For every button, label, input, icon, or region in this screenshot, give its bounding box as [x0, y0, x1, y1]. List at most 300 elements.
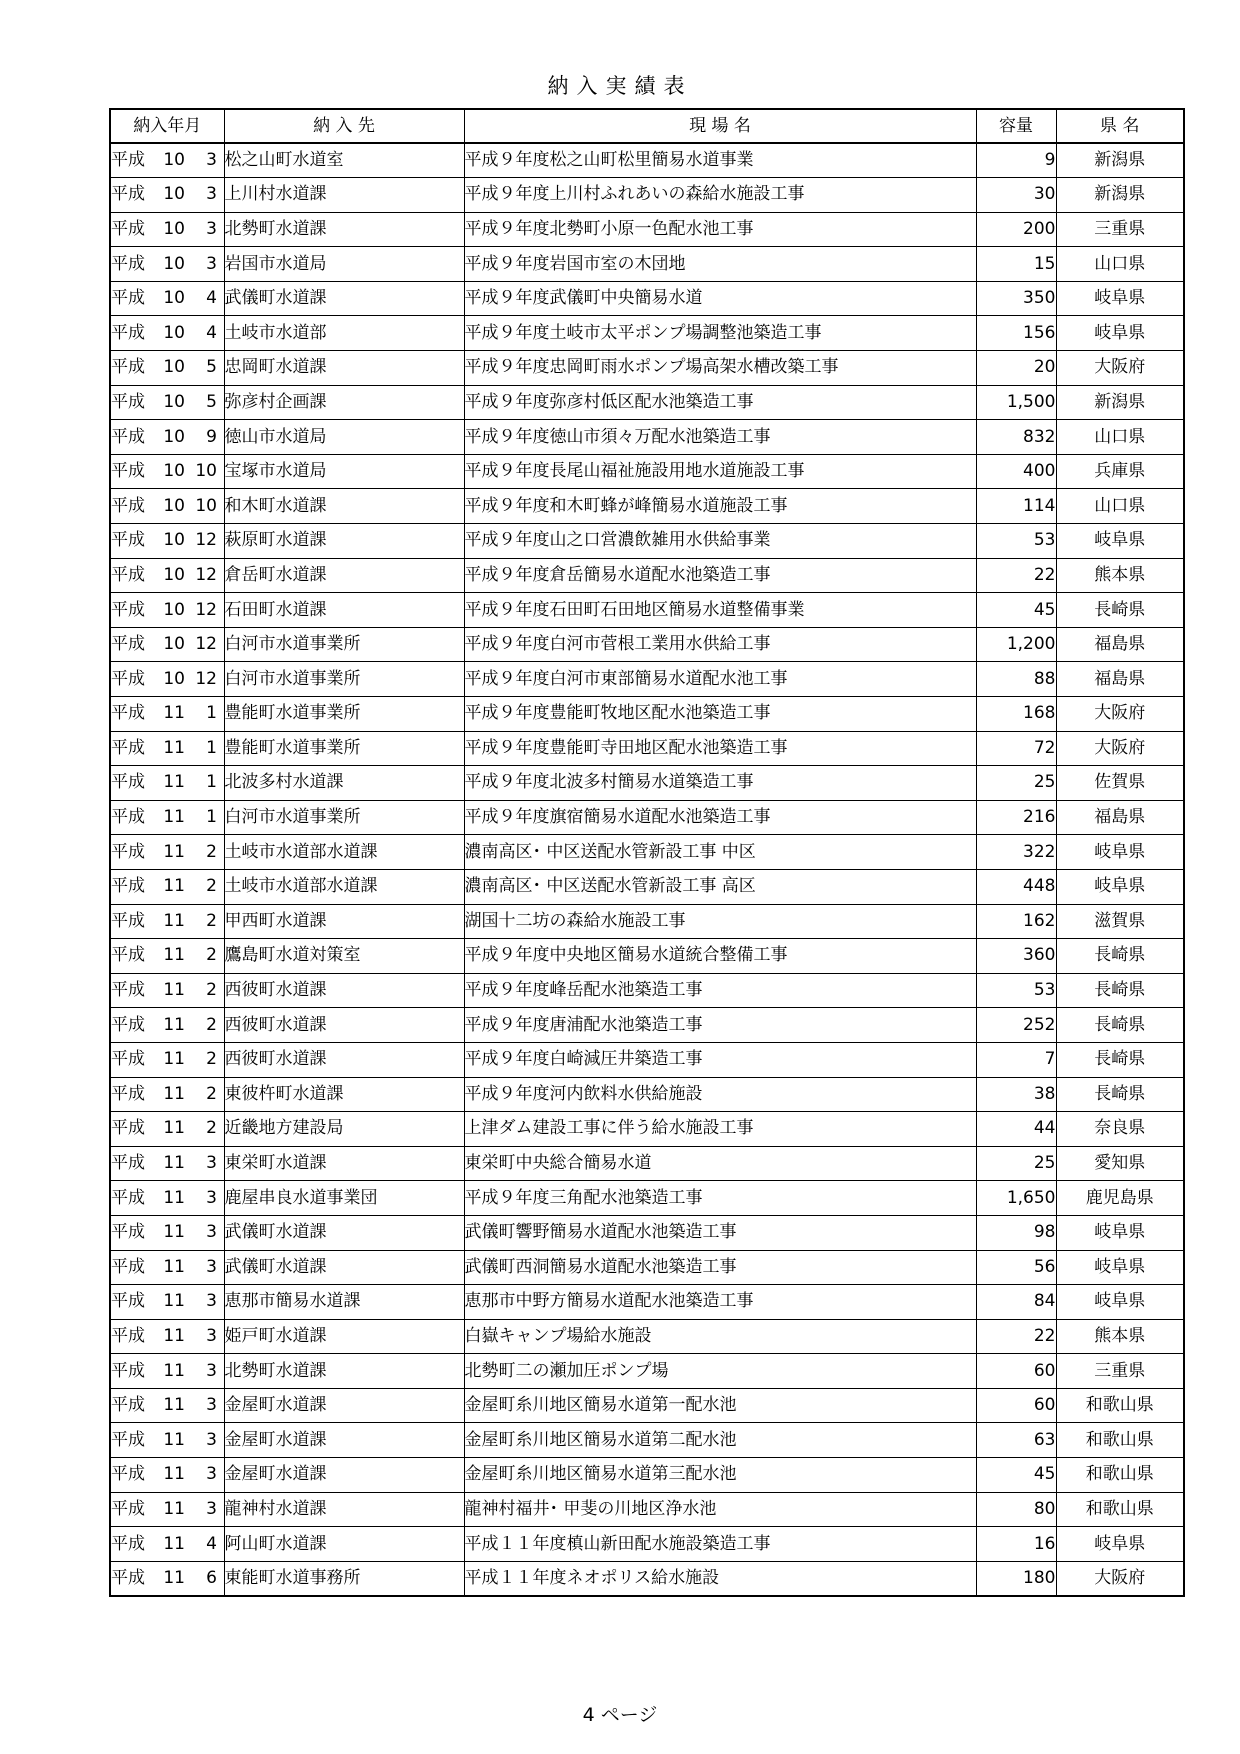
cell-client: 金屋町水道課	[224, 1388, 464, 1423]
date-year: 11	[163, 1325, 185, 1346]
date-month: 3	[206, 184, 217, 205]
date-year: 11	[163, 703, 185, 724]
table-row	[110, 766, 1184, 801]
cell-client: 東栄町水道課	[224, 1146, 464, 1181]
date-year: 11	[163, 1567, 185, 1588]
date-era: 平成	[111, 772, 145, 793]
cell-site: 平成９年度上川村ふれあいの森給水施設工事	[464, 178, 976, 213]
date-era: 平成	[111, 1014, 145, 1035]
cell-capacity: 322	[976, 835, 1056, 870]
cell-prefecture: 大阪府	[1056, 697, 1184, 732]
date-era: 平成	[111, 668, 145, 689]
cell-client: 金屋町水道課	[224, 1458, 464, 1493]
date-year: 11	[163, 1014, 185, 1035]
cell-capacity: 16	[976, 1527, 1056, 1562]
cell-prefecture: 福島県	[1056, 800, 1184, 835]
date-year: 11	[163, 1153, 185, 1174]
cell-date	[110, 281, 224, 316]
cell-date	[110, 1423, 224, 1458]
cell-capacity: 200	[976, 212, 1056, 247]
cell-capacity: 162	[976, 904, 1056, 939]
date-era: 平成	[111, 841, 145, 862]
cell-date	[110, 558, 224, 593]
cell-date	[110, 869, 224, 904]
date-month: 3	[206, 1222, 217, 1243]
cell-client: 龍神村水道課	[224, 1492, 464, 1527]
date-year: 10	[163, 564, 185, 585]
date-year: 11	[163, 1187, 185, 1208]
cell-site: 湖国十二坊の森給水施設工事	[464, 904, 976, 939]
date-year: 10	[163, 461, 185, 482]
cell-date	[110, 904, 224, 939]
cell-site: 平成９年度岩国市室の木団地	[464, 247, 976, 282]
date-month: 3	[206, 1153, 217, 1174]
cell-capacity: 25	[976, 1146, 1056, 1181]
cell-client: 豊能町水道事業所	[224, 697, 464, 732]
cell-capacity: 1,650	[976, 1181, 1056, 1216]
cell-capacity: 38	[976, 1077, 1056, 1112]
date-year: 10	[163, 634, 185, 655]
cell-client: 萩原町水道課	[224, 524, 464, 559]
cell-date	[110, 697, 224, 732]
cell-prefecture: 大阪府	[1056, 731, 1184, 766]
cell-capacity: 60	[976, 1388, 1056, 1423]
cell-site: 武儀町響野簡易水道配水池築造工事	[464, 1215, 976, 1250]
table-row	[110, 351, 1184, 386]
date-year: 10	[163, 426, 185, 447]
cell-capacity: 25	[976, 766, 1056, 801]
cell-capacity: 30	[976, 178, 1056, 213]
date-era: 平成	[111, 910, 145, 931]
date-era: 平成	[111, 1395, 145, 1416]
cell-capacity: 448	[976, 869, 1056, 904]
date-month: 2	[206, 910, 217, 931]
cell-site: 平成９年度徳山市須々万配水池築造工事	[464, 420, 976, 455]
cell-client: 東彼杵町水道課	[224, 1077, 464, 1112]
cell-site: 金屋町糸川地区簡易水道第三配水池	[464, 1458, 976, 1493]
date-year: 10	[163, 668, 185, 689]
header-prefecture: 県 名	[1056, 109, 1184, 143]
date-month: 1	[206, 703, 217, 724]
cell-date	[110, 247, 224, 282]
page-title: 納入実績表	[547, 74, 693, 98]
table-row	[110, 731, 1184, 766]
cell-site: 平成９年度石田町石田地区簡易水道整備事業	[464, 593, 976, 628]
cell-capacity: 44	[976, 1112, 1056, 1147]
date-year: 10	[163, 599, 185, 620]
cell-date	[110, 178, 224, 213]
date-month: 4	[206, 288, 217, 309]
date-year: 10	[163, 357, 185, 378]
cell-date	[110, 939, 224, 974]
cell-capacity: 180	[976, 1561, 1056, 1596]
table-row	[110, 385, 1184, 420]
cell-prefecture: 三重県	[1056, 212, 1184, 247]
cell-prefecture: 和歌山県	[1056, 1423, 1184, 1458]
date-year: 11	[163, 1083, 185, 1104]
date-era: 平成	[111, 150, 145, 171]
cell-client: 岩国市水道局	[224, 247, 464, 282]
cell-date	[110, 1215, 224, 1250]
date-era: 平成	[111, 357, 145, 378]
cell-client: 土岐市水道部水道課	[224, 869, 464, 904]
cell-capacity: 7	[976, 1042, 1056, 1077]
table-row	[110, 1354, 1184, 1389]
table-row	[110, 1215, 1184, 1250]
cell-date	[110, 1492, 224, 1527]
header-date: 納入年月	[110, 109, 224, 143]
cell-client: 宝塚市水道局	[224, 454, 464, 489]
cell-site: 上津ダム建設工事に伴う給水施設工事	[464, 1112, 976, 1147]
cell-capacity: 63	[976, 1423, 1056, 1458]
cell-prefecture: 福島県	[1056, 662, 1184, 697]
table-row	[110, 1250, 1184, 1285]
date-month: 2	[206, 1083, 217, 1104]
date-year: 11	[163, 1533, 185, 1554]
date-month: 3	[206, 1325, 217, 1346]
cell-site: 平成１１年度ネオポリス給水施設	[464, 1561, 976, 1596]
date-year: 11	[163, 807, 185, 828]
date-month: 5	[206, 391, 217, 412]
date-era: 平成	[111, 1360, 145, 1381]
cell-date	[110, 524, 224, 559]
table-row	[110, 143, 1184, 178]
cell-site: 恵那市中野方簡易水道配水池築造工事	[464, 1285, 976, 1320]
cell-site: 平成９年度土岐市太平ポンプ場調整池築造工事	[464, 316, 976, 351]
cell-client: 徳山市水道局	[224, 420, 464, 455]
date-month: 2	[206, 1118, 217, 1139]
date-era: 平成	[111, 1187, 145, 1208]
table-row	[110, 316, 1184, 351]
cell-date	[110, 835, 224, 870]
date-year: 10	[163, 184, 185, 205]
date-era: 平成	[111, 737, 145, 758]
cell-site: 濃南高区･ 中区送配水管新設工事 高区	[464, 869, 976, 904]
cell-site: 平成９年度北波多村簡易水道築造工事	[464, 766, 976, 801]
cell-client: 近畿地方建設局	[224, 1112, 464, 1147]
page-number: 4 ページ	[582, 1704, 658, 1726]
cell-site: 平成９年度唐浦配水池築造工事	[464, 1008, 976, 1043]
date-year: 11	[163, 910, 185, 931]
cell-date	[110, 1146, 224, 1181]
cell-capacity: 216	[976, 800, 1056, 835]
date-era: 平成	[111, 184, 145, 205]
table-row	[110, 178, 1184, 213]
cell-capacity: 360	[976, 939, 1056, 974]
date-month: 3	[206, 1187, 217, 1208]
cell-client: 石田町水道課	[224, 593, 464, 628]
cell-date	[110, 420, 224, 455]
cell-prefecture: 福島県	[1056, 627, 1184, 662]
cell-date	[110, 385, 224, 420]
header-capacity: 容量	[976, 109, 1056, 143]
cell-date	[110, 1319, 224, 1354]
date-year: 11	[163, 1118, 185, 1139]
cell-prefecture: 岐阜県	[1056, 1527, 1184, 1562]
date-era: 平成	[111, 876, 145, 897]
date-era: 平成	[111, 1325, 145, 1346]
cell-date	[110, 1008, 224, 1043]
cell-client: 豊能町水道事業所	[224, 731, 464, 766]
date-month: 12	[195, 530, 217, 551]
cell-date	[110, 1458, 224, 1493]
table-row	[110, 1285, 1184, 1320]
cell-client: 阿山町水道課	[224, 1527, 464, 1562]
table-row	[110, 1319, 1184, 1354]
table-row	[110, 1181, 1184, 1216]
cell-capacity: 22	[976, 558, 1056, 593]
table-row	[110, 1561, 1184, 1596]
cell-date	[110, 316, 224, 351]
cell-site: 平成９年度河内飲料水供給施設	[464, 1077, 976, 1112]
table-row	[110, 1492, 1184, 1527]
date-era: 平成	[111, 1049, 145, 1070]
cell-prefecture: 岐阜県	[1056, 281, 1184, 316]
table-row	[110, 835, 1184, 870]
date-month: 6	[206, 1567, 217, 1588]
date-month: 5	[206, 357, 217, 378]
cell-capacity: 252	[976, 1008, 1056, 1043]
cell-prefecture: 和歌山県	[1056, 1492, 1184, 1527]
table-row	[110, 1458, 1184, 1493]
cell-site: 平成９年度松之山町松里簡易水道事業	[464, 143, 976, 178]
cell-client: 上川村水道課	[224, 178, 464, 213]
cell-site: 平成９年度中央地区簡易水道統合整備工事	[464, 939, 976, 974]
date-month: 10	[195, 495, 217, 516]
table-row	[110, 524, 1184, 559]
table-row	[110, 939, 1184, 974]
cell-date	[110, 1250, 224, 1285]
date-era: 平成	[111, 1429, 145, 1450]
cell-prefecture: 岐阜県	[1056, 835, 1184, 870]
date-month: 3	[206, 1256, 217, 1277]
cell-client: 忠岡町水道課	[224, 351, 464, 386]
cell-prefecture: 山口県	[1056, 489, 1184, 524]
date-month: 1	[206, 772, 217, 793]
date-month: 4	[206, 322, 217, 343]
cell-date	[110, 731, 224, 766]
date-year: 10	[163, 391, 185, 412]
cell-site: 平成９年度忠岡町雨水ポンプ場高架水槽改築工事	[464, 351, 976, 386]
cell-capacity: 53	[976, 973, 1056, 1008]
cell-client: 武儀町水道課	[224, 281, 464, 316]
date-year: 11	[163, 1222, 185, 1243]
cell-site: 濃南高区･ 中区送配水管新設工事 中区	[464, 835, 976, 870]
cell-client: 西彼町水道課	[224, 1008, 464, 1043]
date-era: 平成	[111, 495, 145, 516]
cell-site: 平成９年度倉岳簡易水道配水池築造工事	[464, 558, 976, 593]
date-year: 11	[163, 841, 185, 862]
cell-capacity: 98	[976, 1215, 1056, 1250]
date-month: 3	[206, 1498, 217, 1519]
cell-site: 平成９年度豊能町牧地区配水池築造工事	[464, 697, 976, 732]
cell-capacity: 114	[976, 489, 1056, 524]
cell-capacity: 15	[976, 247, 1056, 282]
date-era: 平成	[111, 945, 145, 966]
date-era: 平成	[111, 288, 145, 309]
cell-prefecture: 山口県	[1056, 420, 1184, 455]
cell-date	[110, 1042, 224, 1077]
cell-site: 金屋町糸川地区簡易水道第二配水池	[464, 1423, 976, 1458]
cell-capacity: 53	[976, 524, 1056, 559]
cell-site: 平成９年度弥彦村低区配水池築造工事	[464, 385, 976, 420]
table-row	[110, 212, 1184, 247]
cell-client: 土岐市水道部	[224, 316, 464, 351]
cell-prefecture: 長崎県	[1056, 593, 1184, 628]
cell-date	[110, 1181, 224, 1216]
cell-client: 西彼町水道課	[224, 973, 464, 1008]
cell-capacity: 45	[976, 593, 1056, 628]
cell-date	[110, 766, 224, 801]
cell-prefecture: 和歌山県	[1056, 1458, 1184, 1493]
date-month: 12	[195, 564, 217, 585]
cell-client: 武儀町水道課	[224, 1215, 464, 1250]
date-era: 平成	[111, 1256, 145, 1277]
cell-site: 武儀町西洞簡易水道配水池築造工事	[464, 1250, 976, 1285]
table-row	[110, 627, 1184, 662]
date-month: 3	[206, 1360, 217, 1381]
date-era: 平成	[111, 1533, 145, 1554]
table-row	[110, 904, 1184, 939]
cell-client: 東能町水道事務所	[224, 1561, 464, 1596]
cell-capacity: 20	[976, 351, 1056, 386]
date-year: 11	[163, 772, 185, 793]
date-month: 3	[206, 1464, 217, 1485]
cell-site: 白嶽キャンプ場給水施設	[464, 1319, 976, 1354]
cell-client: 弥彦村企画課	[224, 385, 464, 420]
cell-client: 北勢町水道課	[224, 1354, 464, 1389]
date-year: 11	[163, 737, 185, 758]
date-year: 11	[163, 1498, 185, 1519]
cell-site: 平成９年度白河市東部簡易水道配水池工事	[464, 662, 976, 697]
cell-client: 北波多村水道課	[224, 766, 464, 801]
table-row	[110, 1388, 1184, 1423]
date-year: 11	[163, 1395, 185, 1416]
cell-date	[110, 662, 224, 697]
date-month: 4	[206, 1533, 217, 1554]
cell-prefecture: 新潟県	[1056, 178, 1184, 213]
cell-prefecture: 新潟県	[1056, 143, 1184, 178]
cell-prefecture: 長崎県	[1056, 973, 1184, 1008]
cell-prefecture: 岐阜県	[1056, 316, 1184, 351]
cell-capacity: 832	[976, 420, 1056, 455]
header-client: 納 入 先	[224, 109, 464, 143]
date-year: 10	[163, 530, 185, 551]
cell-capacity: 400	[976, 454, 1056, 489]
cell-prefecture: 滋賀県	[1056, 904, 1184, 939]
cell-client: 和木町水道課	[224, 489, 464, 524]
cell-client: 金屋町水道課	[224, 1423, 464, 1458]
date-era: 平成	[111, 1083, 145, 1104]
cell-prefecture: 長崎県	[1056, 1008, 1184, 1043]
cell-capacity: 156	[976, 316, 1056, 351]
date-month: 3	[206, 1395, 217, 1416]
cell-date	[110, 1388, 224, 1423]
cell-capacity: 80	[976, 1492, 1056, 1527]
cell-site: 平成９年度三角配水池築造工事	[464, 1181, 976, 1216]
cell-site: 平成９年度白崎減圧井築造工事	[464, 1042, 976, 1077]
date-era: 平成	[111, 530, 145, 551]
date-year: 11	[163, 1360, 185, 1381]
date-month: 2	[206, 945, 217, 966]
table-body	[110, 143, 1184, 1596]
cell-site: 龍神村福井･ 甲斐の川地区浄水池	[464, 1492, 976, 1527]
cell-date	[110, 1561, 224, 1596]
date-era: 平成	[111, 1498, 145, 1519]
cell-prefecture: 長崎県	[1056, 1077, 1184, 1112]
cell-site: 平成９年度武儀町中央簡易水道	[464, 281, 976, 316]
date-era: 平成	[111, 980, 145, 1001]
date-month: 3	[206, 1429, 217, 1450]
cell-client: 鹿屋串良水道事業団	[224, 1181, 464, 1216]
date-era: 平成	[111, 703, 145, 724]
cell-site: 北勢町二の瀬加圧ポンプ場	[464, 1354, 976, 1389]
cell-prefecture: 岐阜県	[1056, 524, 1184, 559]
cell-client: 土岐市水道部水道課	[224, 835, 464, 870]
table-row	[110, 247, 1184, 282]
cell-capacity: 88	[976, 662, 1056, 697]
cell-prefecture: 岐阜県	[1056, 1285, 1184, 1320]
cell-date	[110, 1285, 224, 1320]
date-era: 平成	[111, 426, 145, 447]
date-year: 11	[163, 980, 185, 1001]
table-row	[110, 1042, 1184, 1077]
cell-date	[110, 351, 224, 386]
date-year: 10	[163, 495, 185, 516]
date-month: 1	[206, 737, 217, 758]
cell-capacity: 168	[976, 697, 1056, 732]
cell-date	[110, 1354, 224, 1389]
table-row	[110, 1527, 1184, 1562]
cell-prefecture: 佐賀県	[1056, 766, 1184, 801]
cell-client: 倉岳町水道課	[224, 558, 464, 593]
cell-date	[110, 1077, 224, 1112]
cell-client: 白河市水道事業所	[224, 800, 464, 835]
date-month: 3	[206, 1291, 217, 1312]
date-month: 12	[195, 634, 217, 655]
cell-prefecture: 和歌山県	[1056, 1388, 1184, 1423]
date-era: 平成	[111, 253, 145, 274]
cell-prefecture: 奈良県	[1056, 1112, 1184, 1147]
cell-client: 武儀町水道課	[224, 1250, 464, 1285]
table-row	[110, 454, 1184, 489]
cell-capacity: 72	[976, 731, 1056, 766]
date-year: 11	[163, 1049, 185, 1070]
cell-capacity: 350	[976, 281, 1056, 316]
table-row	[110, 973, 1184, 1008]
cell-capacity: 56	[976, 1250, 1056, 1285]
cell-site: 平成９年度和木町蜂が峰簡易水道施設工事	[464, 489, 976, 524]
date-era: 平成	[111, 599, 145, 620]
table-row	[110, 1423, 1184, 1458]
cell-prefecture: 長崎県	[1056, 1042, 1184, 1077]
date-month: 1	[206, 807, 217, 828]
date-era: 平成	[111, 634, 145, 655]
table-row	[110, 558, 1184, 593]
date-year: 11	[163, 1429, 185, 1450]
cell-prefecture: 兵庫県	[1056, 454, 1184, 489]
cell-prefecture: 熊本県	[1056, 558, 1184, 593]
cell-capacity: 9	[976, 143, 1056, 178]
date-month: 2	[206, 876, 217, 897]
cell-prefecture: 熊本県	[1056, 1319, 1184, 1354]
cell-prefecture: 岐阜県	[1056, 1215, 1184, 1250]
date-year: 11	[163, 1291, 185, 1312]
cell-prefecture: 大阪府	[1056, 1561, 1184, 1596]
cell-client: 松之山町水道室	[224, 143, 464, 178]
cell-prefecture: 岐阜県	[1056, 869, 1184, 904]
date-month: 3	[206, 150, 217, 171]
